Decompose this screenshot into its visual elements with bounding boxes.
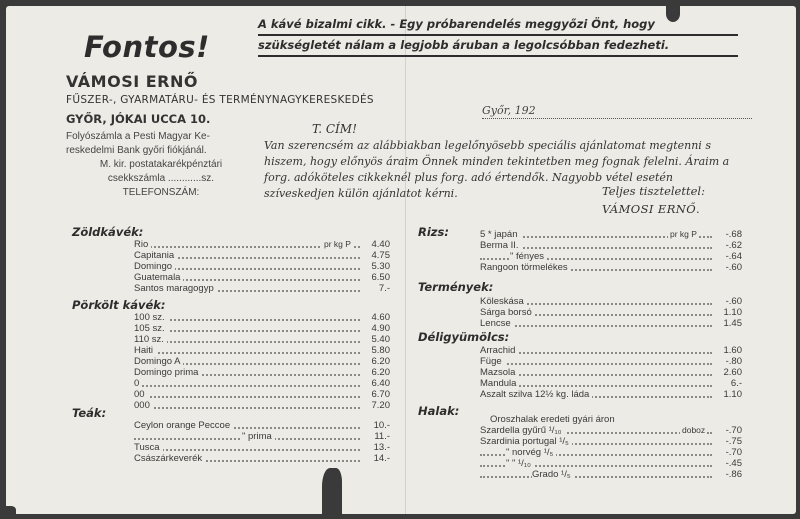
section-title: Zöldkávék: bbox=[72, 225, 144, 239]
price-row bbox=[134, 453, 390, 464]
letter-body: Van szerencsém az alábbiakban legelőnyösebb speciális ajánlatomat megtenni s hiszem, hogy előnyös áraim Önnek minden tekintetben meg fognak felelni. Áraim a forg. adóköteles cikkeknél plus forg. adó értendők. Nagyobb vétel esetén szíveskedjen külön ajánlatot kérni. bbox=[264, 139, 730, 200]
bank-line-2: reskedelmi Bank győri fiókjánál. bbox=[66, 145, 207, 156]
fold-line bbox=[405, 6, 406, 514]
item-name: Mandula bbox=[480, 378, 519, 389]
item-name: 100 sz. bbox=[134, 312, 168, 323]
price-row bbox=[134, 400, 390, 411]
item-name: Mazsola bbox=[480, 367, 518, 378]
price-row bbox=[134, 261, 390, 272]
price-row bbox=[480, 251, 742, 262]
price-row bbox=[480, 229, 742, 240]
bank-info bbox=[66, 130, 256, 200]
price-row bbox=[480, 378, 742, 389]
salutation: T. CÍM! bbox=[312, 122, 357, 136]
item-name: Szardella gyűrű ¹/₁₀ bbox=[480, 425, 565, 436]
item-price: -.80 bbox=[712, 356, 742, 367]
item-price: 7.20 bbox=[360, 400, 390, 411]
item-name: Santos maragogyp bbox=[134, 283, 217, 294]
item-price: -.75 bbox=[712, 436, 742, 447]
item-name: Haiti bbox=[134, 345, 156, 356]
price-row bbox=[134, 367, 390, 378]
item-name: Grado ¹/₅ bbox=[532, 469, 574, 480]
tagline: Fontos! bbox=[84, 30, 210, 64]
price-row bbox=[480, 356, 742, 367]
item-price: -.86 bbox=[712, 469, 742, 480]
section-title: Termények: bbox=[418, 280, 494, 294]
slogan bbox=[258, 15, 738, 57]
price-row bbox=[134, 283, 390, 294]
item-price: -.68 bbox=[712, 229, 742, 240]
item-name: Domingo bbox=[134, 261, 175, 272]
item-price: 2.60 bbox=[712, 367, 742, 378]
item-name: Füge bbox=[480, 356, 505, 367]
item-price: 6.- bbox=[712, 378, 742, 389]
item-name: Sárga borsó bbox=[480, 307, 535, 318]
price-row bbox=[134, 323, 390, 334]
price-row bbox=[134, 378, 390, 389]
item-price: 4.40 bbox=[360, 239, 390, 250]
bank-line-4: csekkszámla ............sz. bbox=[107, 173, 215, 184]
item-price: 13.- bbox=[360, 442, 390, 453]
price-list bbox=[134, 239, 390, 294]
price-row bbox=[134, 272, 390, 283]
item-price: 4.90 bbox=[360, 323, 390, 334]
item-name: 5 * japán bbox=[480, 229, 521, 240]
item-name: Császárkeverék bbox=[134, 453, 205, 464]
price-row bbox=[134, 442, 390, 453]
price-list-letter bbox=[6, 6, 796, 514]
price-list bbox=[134, 420, 390, 464]
item-price: -.64 bbox=[712, 251, 742, 262]
item-price: 6.50 bbox=[360, 272, 390, 283]
item-price: 5.40 bbox=[360, 334, 390, 345]
item-name: Domingo A bbox=[134, 356, 183, 367]
item-price: 14.- bbox=[360, 453, 390, 464]
firm-address: GYŐR, JÓKAI UCCA 10. bbox=[66, 112, 211, 126]
price-row bbox=[480, 436, 742, 447]
item-price: -.45 bbox=[712, 458, 742, 469]
price-row bbox=[480, 425, 742, 436]
item-price: 4.60 bbox=[360, 312, 390, 323]
price-row bbox=[480, 345, 742, 356]
price-row bbox=[480, 458, 742, 469]
item-price: 4.75 bbox=[360, 250, 390, 261]
item-price: 1.45 bbox=[712, 318, 742, 329]
price-row bbox=[480, 367, 742, 378]
price-unit: pr kg P bbox=[670, 229, 697, 239]
item-name: 00 bbox=[134, 389, 148, 400]
paper-tear bbox=[6, 506, 16, 514]
item-price: 1.10 bbox=[712, 389, 742, 400]
item-name: " " ¹/₁₀ bbox=[506, 458, 534, 469]
item-price: -.60 bbox=[712, 296, 742, 307]
item-price: 6.70 bbox=[360, 389, 390, 400]
price-row bbox=[480, 262, 742, 273]
item-price: 5.80 bbox=[360, 345, 390, 356]
paper-tear bbox=[322, 468, 342, 514]
item-price: -.70 bbox=[712, 425, 742, 436]
section-note: Oroszhalak eredeti gyári áron bbox=[490, 414, 615, 425]
price-unit: doboz bbox=[682, 425, 706, 435]
firm-trade: FŰSZER-, GYARMATÁRU- ÉS TERMÉNYNAGYKERESKEDÉS bbox=[66, 94, 374, 106]
price-unit: pr kg P bbox=[324, 239, 351, 249]
item-name: Lencse bbox=[480, 318, 514, 329]
bank-line-3: M. kir. postatakarékpénztári bbox=[99, 159, 223, 170]
item-name: Capitania bbox=[134, 250, 177, 261]
item-name: Berma II. bbox=[480, 240, 522, 251]
price-row bbox=[134, 431, 390, 442]
price-row bbox=[480, 318, 742, 329]
item-name: " prima bbox=[242, 431, 275, 442]
price-row bbox=[134, 345, 390, 356]
price-row bbox=[134, 420, 390, 431]
section-title: Pörkölt kávék: bbox=[72, 298, 166, 312]
section-title: Déligyümölcs: bbox=[418, 330, 510, 344]
slogan-line-1: A kávé bizalmi cikk. - Egy próbarendelés meggyőzi Önt, hogy bbox=[258, 15, 738, 36]
price-row bbox=[480, 469, 742, 480]
price-row bbox=[134, 389, 390, 400]
item-name: 105 sz. bbox=[134, 323, 168, 334]
item-name: 0 bbox=[134, 378, 142, 389]
item-name: 110 sz. bbox=[134, 334, 167, 345]
item-name: Szardinia portugal ¹/₅ bbox=[480, 436, 572, 447]
item-name: Ceylon orange Peccoe bbox=[134, 420, 233, 431]
item-price: -.70 bbox=[712, 447, 742, 458]
item-name: Rio bbox=[134, 239, 151, 250]
item-name: 000 bbox=[134, 400, 153, 411]
item-name: Köleskása bbox=[480, 296, 527, 307]
price-row bbox=[134, 312, 390, 323]
item-price: 6.20 bbox=[360, 367, 390, 378]
item-name: Rangoon törmelékes bbox=[480, 262, 571, 273]
firm-name: VÁMOSI ERNŐ bbox=[66, 72, 198, 91]
closing: Teljes tisztelettel: bbox=[602, 184, 705, 198]
item-name: " fényes bbox=[510, 251, 547, 262]
item-price: 6.40 bbox=[360, 378, 390, 389]
price-row bbox=[134, 239, 390, 250]
item-price: 11.- bbox=[360, 431, 390, 442]
price-row bbox=[480, 389, 742, 400]
price-list bbox=[480, 345, 742, 400]
bank-line-1: Folyószámla a Pesti Magyar Ke- bbox=[66, 131, 210, 142]
item-name: Aszalt szilva 12½ kg. láda bbox=[480, 389, 592, 400]
price-list bbox=[480, 229, 742, 273]
price-row bbox=[134, 356, 390, 367]
price-list bbox=[480, 425, 742, 480]
bank-line-5: TELEFONSZÁM: bbox=[122, 187, 200, 198]
item-price: -.62 bbox=[712, 240, 742, 251]
section-title: Halak: bbox=[418, 404, 460, 418]
item-name: Tusca bbox=[134, 442, 163, 453]
price-list bbox=[480, 296, 742, 329]
price-row bbox=[480, 307, 742, 318]
item-price: 7.- bbox=[360, 283, 390, 294]
item-name: Guatemala bbox=[134, 272, 183, 283]
item-price: 1.60 bbox=[712, 345, 742, 356]
signer: VÁMOSI ERNŐ. bbox=[602, 202, 701, 216]
paper-tear bbox=[666, 6, 680, 22]
item-price: 10.- bbox=[360, 420, 390, 431]
section-title: Teák: bbox=[72, 406, 107, 420]
price-list bbox=[134, 312, 390, 411]
item-price: 6.20 bbox=[360, 356, 390, 367]
price-row bbox=[134, 250, 390, 261]
item-price: 1.10 bbox=[712, 307, 742, 318]
item-name: Domingo prima bbox=[134, 367, 201, 378]
item-name: " norvég ¹/₅ bbox=[506, 447, 556, 458]
item-price: 5.30 bbox=[360, 261, 390, 272]
price-row bbox=[480, 296, 742, 307]
section-title: Rizs: bbox=[418, 225, 449, 239]
price-row bbox=[480, 447, 742, 458]
letter-date: Győr, 192 bbox=[482, 104, 752, 119]
item-price: -.60 bbox=[712, 262, 742, 273]
slogan-line-2: szükségletét nálam a legjobb áruban a legolcsóbban fedezheti. bbox=[258, 36, 738, 57]
price-row bbox=[480, 240, 742, 251]
item-name: Arrachid bbox=[480, 345, 518, 356]
price-row bbox=[134, 334, 390, 345]
